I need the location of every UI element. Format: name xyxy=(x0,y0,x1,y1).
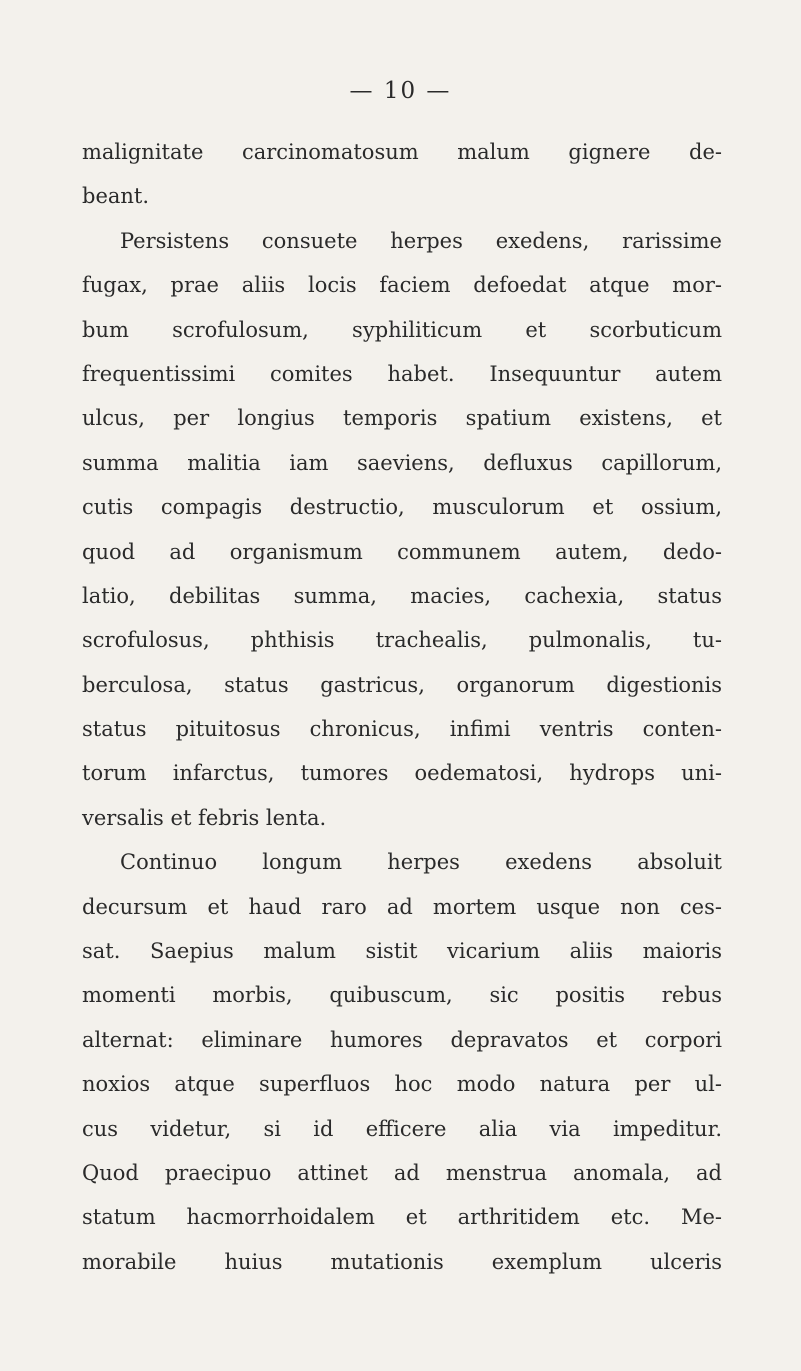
text-line: ulcus, per longius temporis spatium existens, et xyxy=(82,406,722,431)
body-text xyxy=(82,130,722,1284)
text-line: sat. Saepius malum sistit vicarium aliis maioris xyxy=(82,939,722,964)
text-line: bum scrofulosum, syphiliticum et scorbuticum xyxy=(82,317,722,342)
page-number: — 10 — xyxy=(349,78,452,104)
text-line: quod ad organismum communem autem, dedo- xyxy=(82,539,722,564)
text-line: morabile huius mutationis exemplum ulceris xyxy=(82,1249,722,1274)
text-line: versalis et febris lenta. xyxy=(82,805,327,830)
text-line: cutis compagis destructio, musculorum et ossium, xyxy=(82,495,722,520)
text-line: decursum et haud raro ad mortem usque non ces- xyxy=(82,894,722,919)
text-line: statum hacmorrhoidalem et arthritidem etc. Me- xyxy=(82,1205,722,1230)
text-line: alternat: eliminare humores depravatos et corpori xyxy=(82,1027,722,1052)
text-line: fugax, prae aliis locis faciem defoedat atque mor- xyxy=(82,273,722,298)
paragraph-start-line: Persistens consuete herpes exedens, rarissime xyxy=(120,228,722,253)
text-line: berculosa, status gastricus, organorum digestionis xyxy=(82,672,722,697)
text-line: summa malitia iam saeviens, defluxus capillorum, xyxy=(82,450,722,475)
text-line: cus videtur, si id efficere alia via impeditur. xyxy=(82,1116,722,1141)
text-line: Quod praecipuo attinet ad menstrua anomala, ad xyxy=(82,1160,722,1185)
text-line: momenti morbis, quibuscum, sic positis rebus xyxy=(82,983,722,1008)
text-line: noxios atque superfluos hoc modo natura per ul- xyxy=(82,1072,722,1097)
text-line: scrofulosus, phthisis trachealis, pulmonalis, tu- xyxy=(82,628,722,653)
text-line: beant. xyxy=(82,184,150,209)
paragraph-start-line: Continuo longum herpes exedens absoluit xyxy=(120,850,722,875)
text-line: latio, debilitas summa, macies, cachexia, status xyxy=(82,583,722,608)
text-line: torum infarctus, tumores oedematosi, hydrops uni- xyxy=(82,761,722,786)
text-line: frequentissimi comites habet. Insequuntur autem xyxy=(82,361,722,386)
text-line: malignitate carcinomatosum malum gignere de- xyxy=(82,140,722,164)
text-line: status pituitosus chronicus, infimi ventris conten- xyxy=(82,717,722,742)
